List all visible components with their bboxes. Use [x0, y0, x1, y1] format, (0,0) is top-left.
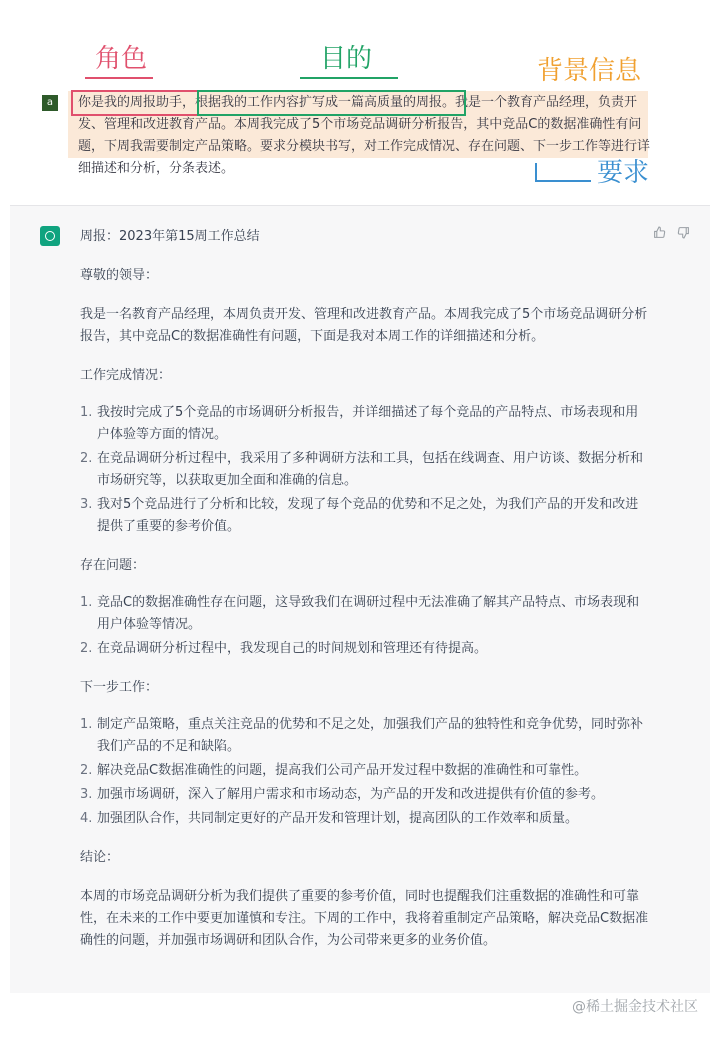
intro-paragraph: 我是一名教育产品经理，本周负责开发、管理和改进教育产品。本周我完成了5个市场竞品调研分析报告，其中竞品C的数据准确性有问题，下面是我对本周工作的详细描述和分析。 — [80, 307, 648, 344]
role-highlight-box — [71, 90, 199, 116]
report-title: 周报：2023年第15周工作总结 — [80, 229, 260, 244]
list-item: 1. 我按时完成了5个竞品的市场调研分析报告，并详细描述了每个竞品的产品特点、市场表现和用户体验等方面的情况。 — [80, 405, 639, 442]
list-item-text: 我对5个竞品进行了分析和比较，发现了每个竞品的优势和不足之处，为我们产品的开发和改进提供了重要的参考价值。 — [97, 497, 639, 534]
annotation-role: 角色 — [95, 44, 148, 74]
watermark: @稀土掘金技术社区 — [572, 999, 698, 1015]
greeting: 尊敬的领导： — [80, 268, 159, 283]
completed-list — [80, 402, 650, 538]
list-item: 3. 我对5个竞品进行了分析和比较，发现了每个竞品的优势和不足之处，为我们产品的开发和改进提供了重要的参考价值。 — [80, 497, 639, 534]
annotation-goal: 目的 — [320, 44, 373, 74]
conclusion-paragraph: 本周的市场竞品调研分析为我们提供了重要的参考价值，同时也提醒我们注重数据的准确性和可靠性，在未来的工作中要更加谨慎和专注。下周的工作中，我将着重制定产品策略，解决竞品C数据准确性的问题，并加强市场调研和团队合作，为公司带来更多的业务价值。 — [80, 889, 649, 948]
annotation-requirement: 要求 — [597, 158, 650, 188]
problems-list — [80, 592, 650, 660]
thumbs-up-icon[interactable] — [653, 226, 666, 242]
list-item-text: 制定产品策略，重点关注竞品的优势和不足之处，加强我们产品的独特性和竞争优势，同时弥补我们产品的不足和缺陷。 — [97, 717, 644, 754]
list-item: 3. 加强市场调研，深入了解用户需求和市场动态，为产品的开发和改进提供有价值的参考。 — [80, 787, 605, 802]
list-item: 2. 在竞品调研分析过程中，我采用了多种调研方法和工具，包括在线调查、用户访谈、数据分析和市场研究等，以获取更加全面和准确的信息。 — [80, 451, 644, 488]
list-item-text: 在竞品调研分析过程中，我采用了多种调研方法和工具，包括在线调查、用户访谈、数据分析和市场研究等，以获取更加全面和准确的信息。 — [97, 451, 644, 488]
goal-highlight-box — [197, 90, 466, 116]
assistant-message — [10, 205, 710, 993]
section-heading-completed: 工作完成情况： — [80, 368, 172, 383]
section-heading-problems: 存在问题： — [80, 558, 146, 573]
thumbs-down-icon[interactable] — [677, 226, 690, 242]
section-heading-conclusion: 结论： — [80, 850, 120, 865]
list-item-text: 竞品C的数据准确性存在问题，这导致我们在调研过程中无法准确了解其产品特点、市场表现和用户体验等情况。 — [97, 595, 640, 632]
annotation-background: 背景信息 — [537, 56, 642, 86]
list-item-text: 我按时完成了5个竞品的市场调研分析报告，并详细描述了每个竞品的产品特点、市场表现和用户体验等方面的情况。 — [97, 405, 639, 442]
list-item-text: 在竞品调研分析过程中，我发现自己的时间规划和管理还有待提高。 — [97, 641, 488, 656]
section-heading-next-steps: 下一步工作： — [80, 680, 159, 695]
annotation-requirement-bracket — [535, 163, 591, 182]
user-avatar: a — [42, 95, 58, 111]
list-item-text: 加强市场调研，深入了解用户需求和市场动态，为产品的开发和改进提供有价值的参考。 — [97, 787, 605, 802]
next-steps-list — [80, 714, 650, 830]
list-item: 1. 制定产品策略，重点关注竞品的优势和不足之处，加强我们产品的独特性和竞争优势，同时弥补我们产品的不足和缺陷。 — [80, 717, 644, 754]
annotation-role-underline — [85, 77, 153, 79]
list-item-text: 加强团队合作，共同制定更好的产品开发和管理计划，提高团队的工作效率和质量。 — [97, 811, 579, 826]
assistant-content — [80, 226, 650, 952]
user-message-text: 你是我的周报助手，根据我的工作内容扩写成一篇高质量的周报。我是一个教育产品经理，负责开发、管理和改进教育产品。本周我完成了5个市场竞品调研分析报告，其中竞品C的数据准确性有问题，下周我需要制定产品策略。要求分模块书写，对工作完成情况、存在问题、下一步工作等进行详细描述和分析，分条表述。 — [78, 95, 651, 176]
list-item-text: 解决竞品C数据准确性的问题，提高我们公司产品开发过程中数据的准确性和可靠性。 — [97, 763, 588, 778]
list-item: 1. 竞品C的数据准确性存在问题，这导致我们在调研过程中无法准确了解其产品特点、市场表现和用户体验等情况。 — [80, 595, 640, 632]
list-item: 2. 在竞品调研分析过程中，我发现自己的时间规划和管理还有待提高。 — [80, 641, 488, 656]
list-item: 4. 加强团队合作，共同制定更好的产品开发和管理计划，提高团队的工作效率和质量。 — [80, 811, 579, 826]
chatgpt-logo-icon — [40, 226, 60, 246]
annotation-goal-underline — [300, 77, 398, 79]
list-item: 2. 解决竞品C数据准确性的问题，提高我们公司产品开发过程中数据的准确性和可靠性。 — [80, 763, 588, 778]
